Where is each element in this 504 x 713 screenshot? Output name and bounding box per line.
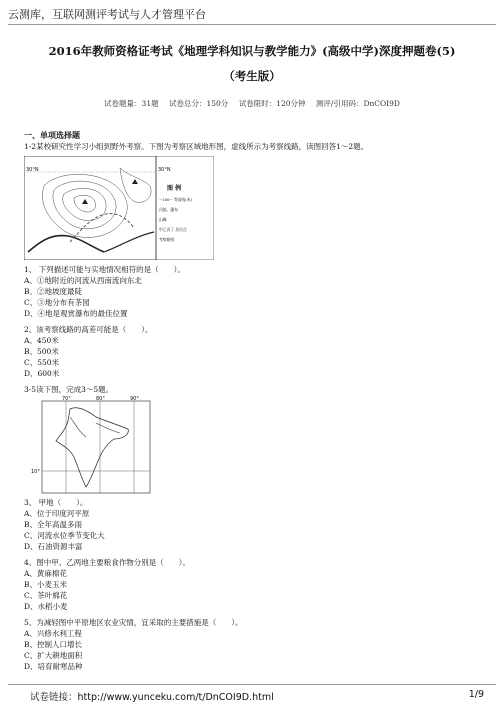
question-3-stem: 3、 甲地（ ）。 <box>24 498 88 507</box>
question-count: 试卷题量：31题 <box>104 99 159 108</box>
legend-item: 河流、瀑布 <box>159 207 178 212</box>
question-2-stem: 2、该考察线路的高差可能是（ ）。 <box>24 325 153 334</box>
question-1-option-b: B、②地坡度最陡 <box>24 287 83 296</box>
question-4-option-c: C、茶叶棉花 <box>24 591 68 600</box>
question-4-option-a: A、黄麻棉花 <box>24 569 67 578</box>
question-1-option-d: D、④地是观赏瀑布的最佳位置 <box>24 309 128 318</box>
question-group-intro-2: 3-5读下图，完成3～5题。 <box>24 385 114 394</box>
question-3-option-c: C、河流水位季节变化大 <box>24 531 105 540</box>
reference-code: 测评/引用码：DnCOI9D <box>315 99 400 108</box>
longitude-label: 70° <box>62 396 71 402</box>
legend-item: 考察路线 <box>159 237 175 242</box>
question-1-option-c: C、③地分布有茶园 <box>24 298 90 307</box>
south-asia-map <box>30 395 154 495</box>
question-5-option-d: D、培育耐寒品种 <box>24 662 83 671</box>
exam-title: 2016年教师资格证考试《地理学科知识与教学能力》(高级中学)深度押题卷(5) <box>48 44 456 58</box>
question-2-option-b: B、500米 <box>24 347 59 356</box>
exam-link[interactable]: 试卷链接：http://www.yunceku.com/t/DnCOI9D.html <box>30 692 274 703</box>
question-4-option-d: D、水稻小麦 <box>24 602 68 611</box>
exam-subtitle: （考生版） <box>223 69 281 83</box>
legend-item: 山峰 <box>159 217 167 222</box>
longitude-label: 80° <box>96 396 105 402</box>
legend-title: 图 例 <box>167 185 182 192</box>
exam-meta <box>0 98 504 109</box>
site-header: 云测库，互联网测评考试与人才管理平台 <box>8 8 206 21</box>
latitude-label-right: 30°N <box>158 167 171 173</box>
question-2-option-c: C、550米 <box>24 358 60 367</box>
legend-item: ~100~ 等高线(米) <box>159 197 192 202</box>
time-limit: 试卷限时：120分钟 <box>238 99 306 108</box>
question-2-option-d: D、600米 <box>24 369 60 378</box>
question-1-stem: 1、 下列描述可能与实地情况相符的是（ ）。 <box>24 265 185 274</box>
question-2-option-a: A、450米 <box>24 336 59 345</box>
footer-divider <box>8 684 496 685</box>
question-3-option-d: D、石油资源丰富 <box>24 542 83 551</box>
question-5-option-b: B、控制人口增长 <box>24 640 83 649</box>
topographic-map <box>24 156 214 260</box>
section-title: 一、单项选择题 <box>24 130 80 140</box>
question-5-stem: 5、为减轻图中平原地区农业灾情，宜采取的主要措施是（ ）。 <box>24 618 243 627</box>
question-4-option-b: B、小麦玉米 <box>24 580 68 589</box>
page-number: 1/9 <box>468 689 484 700</box>
header-divider <box>8 24 496 25</box>
longitude-label: 90° <box>130 396 139 402</box>
question-3-option-b: B、全年高温多雨 <box>24 520 83 529</box>
latitude-label-left: 30°N <box>26 167 39 173</box>
question-4-stem: 4、图中甲、乙两地主要粮食作物分别是（ ）。 <box>24 558 191 567</box>
question-1-option-a: A、①地附近的河流从西南流向东北 <box>24 276 142 285</box>
question-group-intro: 1-2某校研究性学习小组到野外考察。下图为考察区域地形图，虚线所示为考察线路，读图回答1～2题。 <box>24 142 369 151</box>
question-3-option-a: A、位于印度河平原 <box>24 509 90 518</box>
legend-item: 甲乙丙丁 居民点 <box>159 227 187 232</box>
question-5-option-c: C、扩大耕地面积 <box>24 651 83 660</box>
question-5-option-a: A、兴修水利工程 <box>24 629 82 638</box>
total-score: 试卷总分：150分 <box>168 99 229 108</box>
latitude-label: 10° <box>31 469 40 475</box>
